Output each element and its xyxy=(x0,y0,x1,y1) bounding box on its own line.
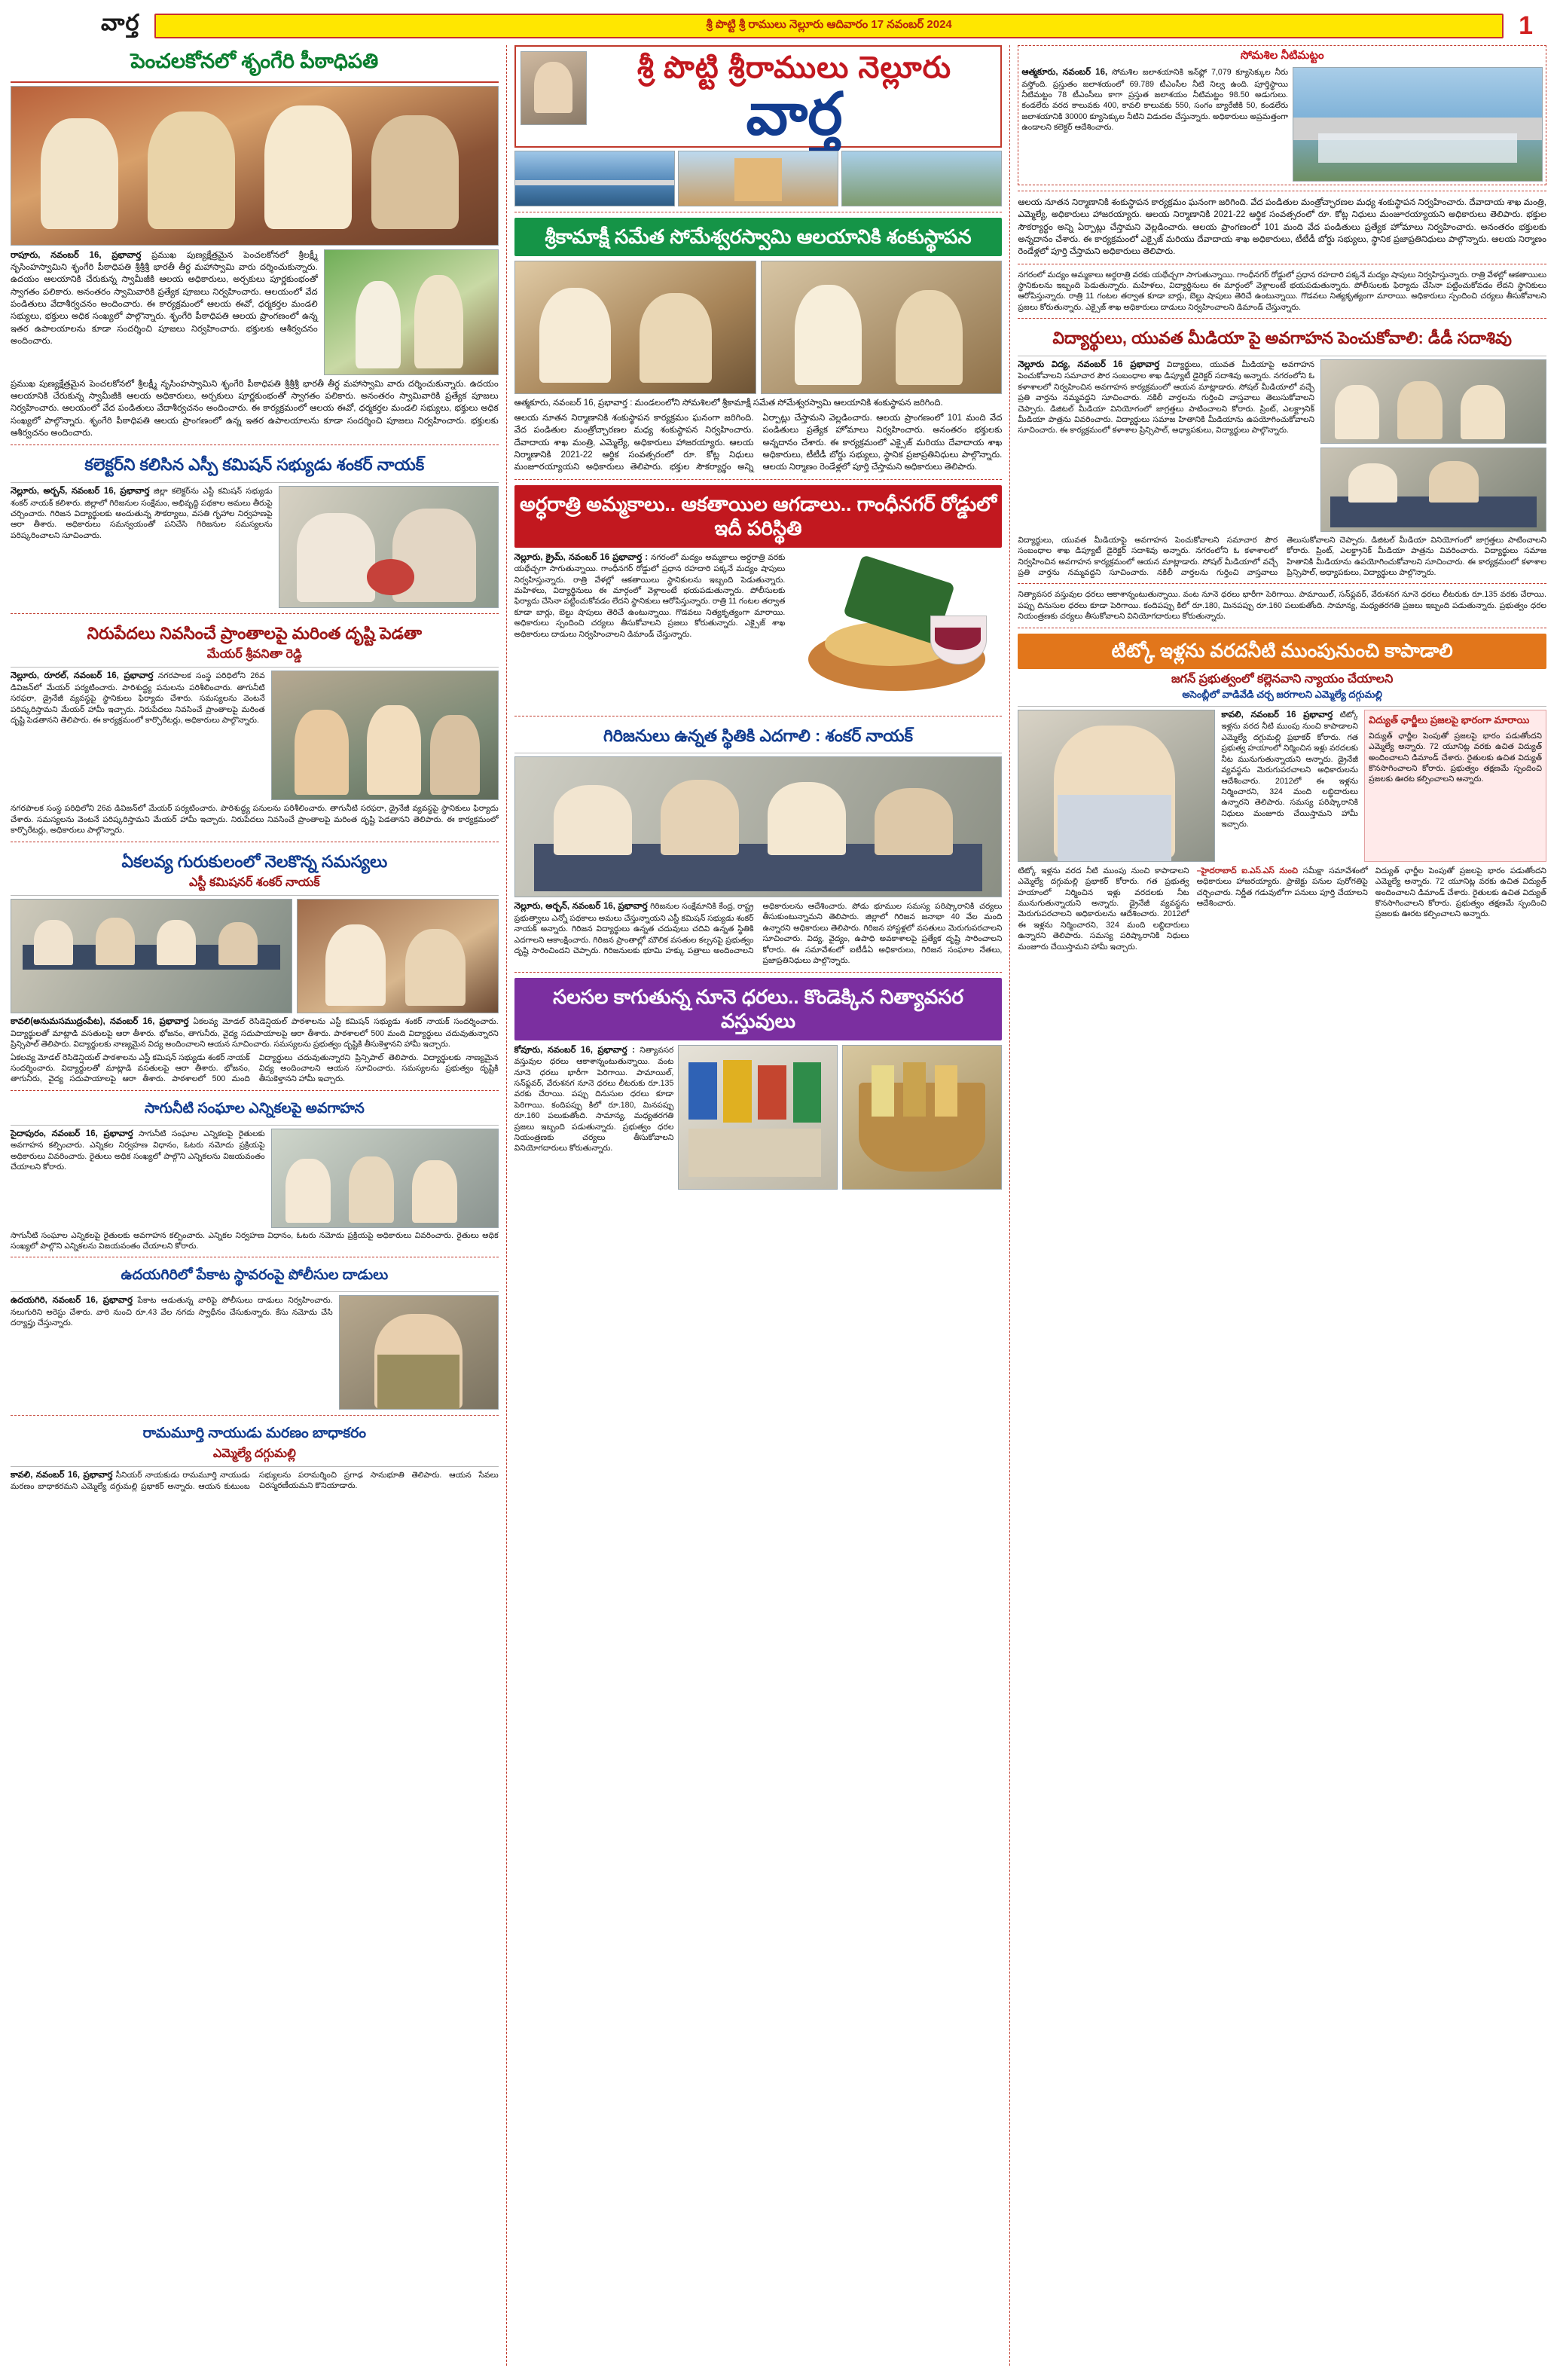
dateline: కావలి, నవంబర్ 16 ప్రభావార్త xyxy=(1221,710,1333,719)
paragraph: టిట్కో ఇళ్లను వరద నీటి ముంపు నుంచి కాపాడాలని ఎమ్మెల్యే దగ్గుమల్లి ప్రభాకర్ కోరారు. గత ప్రభుత్వ హయాంలో నిర్మించిన ఇళ్లు వరదలకు నీట మునుగుతున్నాయని అన్నారు. డ్రైనేజీ వ్యవస్థను మెరుగుపరచాలని అధికారులను ఆదేశించారు. 2012లో ఈ ఇళ్లను నిర్మించారని, 324 మంది లబ్ధిదారులు ఉన్నారని తెలిపారు. సమస్య పరిష్కారానికి నిధులు మంజూరు చేయిస్తామని హామీ ఇచ్చారు. xyxy=(1221,710,1358,829)
top-strip xyxy=(11,11,1546,41)
story-text xyxy=(11,671,265,800)
headline: ఉదయగిరిలో పేకాట స్థావరంపై పోలీసుల దాడులు xyxy=(121,1267,389,1284)
subheadline: ఎమ్మెల్యే దగ్గుమల్లి xyxy=(212,1447,296,1460)
mayor-visit-photo xyxy=(271,671,499,800)
story-text xyxy=(11,1016,499,1049)
middle-column xyxy=(506,45,1003,2366)
story-text xyxy=(1221,710,1358,862)
subheadline: ఎస్టీ కమిషనర్ శంకర్ నాయక్ xyxy=(189,876,320,890)
dateline: కావలి(అనుమసముద్రంపేట), నవంబర్ 16, ప్రభావార్త xyxy=(11,1017,189,1027)
headline: పెంచలకోనలో శృంగేరి పీఠాధిపతి xyxy=(130,50,379,72)
divider xyxy=(11,1291,499,1292)
paragraph: పేకాట ఆడుతున్న వారిపై పోలీసులు దాడులు నిర్వహించారు. నలుగురిని అరెస్టు చేశారు. వారి నుంచి రూ.43 వేల నగదు స్వాధీనం చేసుకున్నారు. కేసు నమోదు చేసి దర్యాప్తు చేస్తున్నారు. xyxy=(11,1296,333,1328)
page-number: 1 xyxy=(1519,11,1533,40)
town-photo xyxy=(841,151,1002,206)
headline: గిరిజనులు ఉన్నత స్థితికి ఎదగాలి : శంకర్ నాయక్ xyxy=(603,726,913,745)
divider-dashed xyxy=(11,613,499,614)
story-text xyxy=(514,1045,674,1190)
note-box-text: విద్యుత్ ఛార్జీల పెంపుతో ప్రజలపై భారం పడుతోందని ఎమ్మెల్యే అన్నారు. 72 యూనిట్ల వరకు ఉచిత విద్యుత్ అందించాలని డిమాండ్ చేశారు. రైతులకు ఉచిత విద్యుత్ కొనసాగించాలని కోరారు. ప్రభుత్వం తక్షణమే స్పందించి ప్రజలకు ఊరట కల్పించాలని అన్నారు. xyxy=(1369,731,1542,784)
dateline: నెల్లూరు, అర్బన్, నవంబర్ 16, ప్రభావార్త xyxy=(11,486,150,496)
story-temple-foundation xyxy=(514,218,1003,473)
puja-ritual-photo xyxy=(514,261,756,394)
headline: రామమూర్తి నాయుడు మరణం బాధాకరం xyxy=(142,1425,367,1442)
paragraph: సాగునీటి సంఘాల ఎన్నికలపై రైతులకు అవగాహన కల్పించారు. ఎన్నికల నిర్వహణ విధానం, ఓటరు నమోదు ప్రక్రియపై అధికారులు వివరించారు. రైతులు అధిక సంఖ్యలో పాల్గొని ఎన్నికలను విజయవంతం చేయాలని కోరారు. xyxy=(11,1129,265,1172)
dateline: కావలి, నవంబర్ 16, ప్రభావార్త xyxy=(11,1470,113,1480)
story-ramamurthy xyxy=(11,1421,499,1492)
divider-dashed xyxy=(1018,318,1546,319)
story-text xyxy=(11,1470,499,1492)
divider xyxy=(11,1466,499,1467)
story-prices xyxy=(514,978,1003,1190)
story-text xyxy=(514,901,1003,966)
students-distribution-photo xyxy=(297,899,499,1013)
story-text-cont: టిట్కో ఇళ్లను వరద నీటి ముంపు నుంచి కాపాడాలని ఎమ్మెల్యే దగ్గుమల్లి ప్రభాకర్ కోరారు. గత ప్రభుత్వ హయాంలో నిర్మించిన ఇళ్లు వరదలకు నీట మునుగుతున్నాయని అన్నారు. డ్రైనేజీ వ్యవస్థను మెరుగుపరచాలని అధికారులను ఆదేశించారు. 2012లో ఈ ఇళ్లను నిర్మించారని, 324 మంది లబ్ధిదారులు ఉన్నారని తెలిపారు. సమస్య పరిష్కారానికి నిధులు మంజూరు చేయిస్తామని హామీ ఇచ్చారు. xyxy=(1018,866,1189,952)
story-police-raid xyxy=(11,1263,499,1410)
priests-homa-photo xyxy=(761,261,1003,394)
story-peneschalakona xyxy=(11,45,499,439)
paragraph: నగరంలో మద్యం అమ్మకాలు అర్ధరాత్రి వరకు యథేచ్ఛగా సాగుతున్నాయి. గాంధీనగర్ రోడ్డులో ప్రధాన రహదారి పక్కనే మద్యం షాపులు నిర్వహిస్తున్నారు. రాత్రి వేళల్లో ఆకతాయిలు స్థానికులను ఇబ్బంది పెడుతున్నారు. మహిళలు, విద్యార్థినులు ఈ మార్గంలో వెళ్లాలంటే భయపడుతున్నారు. పోలీసులకు ఫిర్యాదు చేసినా పట్టించుకోవడం లేదని స్థానికులు ఆరోపిస్తున్నారు. రాత్రి 11 గంటల తర్వాత కూడా బార్లు, బెల్టు షాపులు తెరిచే ఉంటున్నాయి. గొడవలు నిత్యకృత్యంగా మారాయి. అధికారులు స్పందించి చర్యలు తీసుకోవాలని ప్రజలు కోరుతున్నారు. ఎక్సైజ్ శాఖ అధికారులు దాడులు నిర్వహించాలని డిమాండ్ చేస్తున్నారు. xyxy=(514,552,786,639)
story-text-cont: సాగునీటి సంఘాల ఎన్నికలపై రైతులకు అవగాహన కల్పించారు. ఎన్నికల నిర్వహణ విధానం, ఓటరు నమోదు ప్రక్రియపై అధికారులు వివరించారు. రైతులు అధిక సంఖ్యలో పాల్గొని ఎన్నికలను విజయవంతం చేయాలని కోరారు. xyxy=(11,1230,499,1251)
bridge-photo xyxy=(514,151,675,206)
divider-dashed xyxy=(514,972,1003,973)
divider xyxy=(11,482,499,483)
story-media-awareness xyxy=(1018,324,1546,578)
subheadline: జగన్ ప్రభుత్వంలో కల్లెనవాని న్యాయం చేయాలని xyxy=(1171,672,1394,686)
dais-speakers-photo xyxy=(1320,448,1546,532)
story-text xyxy=(11,249,318,375)
paragraph: జిల్లా కలెక్టర్‌ను ఎస్టీ కమిషన్ సభ్యుడు శంకర్ నాయక్ కలిశారు. జిల్లాలో గిరిజనుల సంక్షేమం, అభివృద్ధి పథకాల అమలు తీరుపై చర్చించారు. గిరిజన విద్యార్థులకు అందుతున్న సౌకర్యాలు, వసతి గృహాల నిర్వహణపై ఆరా తీశారు. అధికారులు సమన్వయంతో పనిచేసి గిరిజనుల సమస్యలను పరిష్కరించాలని సూచించారు. xyxy=(11,486,273,540)
story-tidco-houses xyxy=(1018,634,1546,953)
somasila-dam-photo xyxy=(1293,67,1543,182)
dateline: నెల్లూరు, రూరల్, నవంబర్ 16, ప్రభావార్త xyxy=(11,671,154,681)
right-column xyxy=(1009,45,1546,2366)
headline: సలసల కాగుతున్న నూనె ధరలు.. కొండెక్కిన నిత్యావసర వస్తువులు xyxy=(514,978,1003,1040)
paragraph: సమీక్షా సమావేశంలో అధికారులు హాజరయ్యారు. ప్రాజెక్టు పనుల పురోగతిపై చర్చించారు. నిర్ణీత గడువులోగా పనులు పూర్తి చేయాలని ఆదేశించారు. xyxy=(1196,866,1368,909)
brand-wordmark-small: వార్త xyxy=(101,10,140,35)
headline: సాగునీటి సంఘాల ఎన్నికలపై అవగాహన xyxy=(144,1100,365,1117)
paragraph: విద్యార్థులు, యువత మీడియాపై అవగాహన పెంచుకోవాలని సమాచార పౌర సంబంధాల శాఖ డిప్యూటీ డైరెక్టర్ సదాశివు అన్నారు. నగరంలోని ఓ కళాశాలలో నిర్వహించిన అవగాహన కార్యక్రమంలో ఆయన మాట్లాడారు. సోషల్ మీడియాలో వచ్చే ప్రతి వార్తను నమ్మవద్దని సూచించారు. నకిలీ వార్తలను గుర్తించి వాస్తవాలు తెలుసుకోవాలని చెప్పారు. డిజిటల్ మీడియా వినియోగంలో జాగ్రత్తలు పాటించాలని కోరారు. ప్రింట్, ఎలక్ట్రానిక్ మీడియా పాత్రను వివరించారు. విద్యార్థులు సమాజ హితానికి మీడియాను ఉపయోగించుకోవాలని సూచించారు. ఈ కార్యక్రమంలో కళాశాల ప్రిన్సిపాల్, అధ్యాపకులు, విద్యార్థులు పాల్గొన్నారు. xyxy=(1018,359,1314,435)
story-text-cont: నగరపాలక సంస్థ పరిధిలోని 26వ డివిజన్‌లో మేయర్ పర్యటించారు. పారిశుద్ధ్య పనులను పరిశీలించారు. తాగునీటి సరఫరా, డ్రైనేజీ వ్యవస్థపై స్థానికులు ఫిర్యాదు చేశారు. సమస్యలను వెంటనే పరిష్కరిస్తామని మేయర్ హామీ ఇచ్చారు. నిరుపేదలు నివసించే ప్రాంతాలపై మరింత దృష్టి పెడతానని తెలిపారు. ఈ కార్యక్రమంలో కార్పొరేటర్లు, అధికారులు పాల్గొన్నారు. xyxy=(11,804,499,836)
dateline: నెల్లూరు, క్రైమ్, నవంబర్ 16 ప్రభావార్త : xyxy=(514,552,649,562)
paragraph: గిరిజనుల సంక్షేమానికి కేంద్ర, రాష్ట్ర ప్రభుత్వాలు ఎన్నో పథకాలు అమలు చేస్తున్నాయని ఎస్టీ కమిషన్ సభ్యుడు శంకర్ నాయక్ అన్నారు. గిరిజన విద్యార్థులు ఉన్నత చదువులు చదివి ఉన్నత స్థితికి ఎదగాలని ఆకాంక్షించారు. గిరిజన ప్రాంతాల్లో మౌలిక వసతుల కల్పనపై ప్రభుత్వం దృష్టి సారించిందని చెప్పారు. గిరిజనులకు భూమి హక్కు పత్రాలు అందించాలని అధికారులను ఆదేశించారు. పోడు భూముల సమస్య పరిష్కారానికి చర్యలు తీసుకుంటున్నామని తెలిపారు. జిల్లాలో గిరిజన జనాభా 40 వేల మంది ఉన్నారని అధికారులు తెలిపారు. గిరిజన హాస్టళ్లలో వసతులు మెరుగుపరచాలని సూచించారు. విద్య, వైద్యం, ఉపాధి అవకాశాలపై ప్రత్యేక దృష్టి సారించాలని కోరారు. ఈ సమావేశంలో ఐటీడీఏ అధికారులు, గిరిజన సంఘాల నేతలు, ప్రజాప్రతినిధులు పాల్గొన్నారు. xyxy=(514,902,1003,966)
masthead-main xyxy=(593,51,997,147)
paragraph: ప్రముఖ పుణ్యక్షేత్రమైన పెంచలకోనలో శ్రీలక్ష్మీ నృసింహస్వామిని శృంగేరి పీఠాధిపతి శ్రీశ్రీశ్రీ భారతీ తీర్థ మహాస్వామి వారు దర్శించుకున్నారు. ఉదయం ఆలయానికి చేరుకున్న స్వామీజీకి ఆలయ అధికారులు, అర్చకులు పూర్ణకుంభంతో స్వాగతం పలికారు. అనంతరం స్వామివారికి ప్రత్యేక పూజలు నిర్వహించారు. ఆలయంలో వేద పండితులు వేదాశీర్వచనం అందించారు. ఈ కార్యక్రమంలో ఆలయ ఈవో, ధర్మకర్తల మండలి సభ్యులు, భక్తులు అధిక సంఖ్యలో పాల్గొన్నారు. శృంగేరి పీఠాధిపతి ఆలయ ప్రాంగణంలో ఉన్న ఇతర ఉపాలయాలను కూడా సందర్శించి పూజలు నిర్వహించారు. భక్తులకు ఆశీర్వచనం అందించారు. xyxy=(11,250,318,347)
date-band: శ్రీ పొట్టి శ్రీ రాములు నెల్లూరు ఆదివారం 17 నవంబర్ 2024 xyxy=(154,14,1504,38)
divider-dashed xyxy=(11,1090,499,1091)
story-mayor xyxy=(11,619,499,836)
note-box-title: విద్యుత్ ఛార్జీలు ప్రజలపై భారంగా మారాయి xyxy=(1369,713,1530,726)
divider xyxy=(1018,706,1546,707)
dateline: నెల్లూరు, అర్బన్, నవంబర్ 16, ప్రభావార్త xyxy=(514,902,648,912)
story-text xyxy=(11,486,273,608)
inline-note: –హైదరాబాద్ ఐ.ఎస్.ఎస్ నుంచి xyxy=(1196,866,1299,875)
subheadline: మేయర్ శ్రీవనితా రెడ్డి xyxy=(206,648,302,661)
meeting-dais-photo xyxy=(11,899,292,1013)
story-midnight-liquor xyxy=(514,485,1003,710)
masthead-wordmark: వార్త xyxy=(746,81,843,147)
story-collector-meeting xyxy=(11,451,499,608)
headline: టిట్కో ఇళ్లను వరదనీటి ముంపునుంచి కాపాడాలి xyxy=(1018,634,1546,669)
divider-dashed xyxy=(11,1415,499,1416)
story-eklavya xyxy=(11,848,499,1085)
headline: శ్రీకామాక్షీ సమేత సోమేశ్వరస్వామి ఆలయానికి శంకుస్థాపన xyxy=(514,218,1003,256)
divider xyxy=(11,667,499,668)
story-text xyxy=(514,552,786,710)
story-text-cont: ప్రముఖ పుణ్యక్షేత్రమైన పెంచలకోనలో శ్రీలక్ష్మీ నృసింహస్వామిని శృంగేరి పీఠాధిపతి శ్రీశ్రీశ్రీ భారతీ తీర్థ మహాస్వామి వారు దర్శించుకున్నారు. ఉదయం ఆలయానికి చేరుకున్న స్వామీజీకి ఆలయ అధికారులు, అర్చకులు పూర్ణకుంభంతో స్వాగతం పలికారు. అనంతరం స్వామివారికి ప్రత్యేక పూజలు నిర్వహించారు. ఆలయంలో వేద పండితులు వేదాశీర్వచనం అందించారు. ఈ కార్యక్రమంలో ఆలయ ఈవో, ధర్మకర్తల మండలి సభ్యులు, భక్తులు అధిక సంఖ్యలో పాల్గొన్నారు. శృంగేరి పీఠాధిపతి ఆలయ ప్రాంగణంలో ఉన్న ఇతర ఉపాలయాలను కూడా సందర్శించి పూజలు నిర్వహించారు. భక్తులకు ఆశీర్వచనం అందించారు. xyxy=(11,379,499,438)
awareness-meeting-photo xyxy=(271,1129,499,1228)
dateline: కోవూరు, నవంబర్ 16, ప్రభావార్త : xyxy=(514,1045,635,1055)
divider xyxy=(11,81,499,83)
masthead xyxy=(514,45,1003,148)
headline: విద్యార్థులు, యువత మీడియా పై అవగాహన పెంచుకోవాలి: డీడీ సదాశివు xyxy=(1052,328,1512,348)
mla-speaking-photo xyxy=(1018,710,1215,862)
masthead-title: శ్రీ పొట్టి శ్రీరాములు నెల్లూరు xyxy=(637,51,952,84)
paragraph: ఏకలవ్య మోడల్ రెసిడెన్షియల్ పాఠశాలను ఎస్టీ కమిషన్ సభ్యుడు శంకర్ నాయక్ సందర్శించారు. విద్యార్థులతో మాట్లాడి వసతులపై ఆరా తీశారు. భోజనం, తాగునీరు, వైద్య సదుపాయాలపై ఆరా తీశారు. పాఠశాలలో 500 మంది విద్యార్థులు చదువుతున్నారని ప్రిన్సిపాల్ తెలిపారు. విద్యార్థులకు నాణ్యమైన విద్య అందించాలని ఆయన సూచించారు. సమస్యలను ప్రభుత్వం దృష్టికి తీసుకెళ్తానని హామీ ఇచ్చారు. xyxy=(11,1017,499,1049)
masthead-photo-strip xyxy=(514,151,1003,206)
dateline: రాపూరు, నవంబర్ 16, ప్రభావార్త xyxy=(11,250,142,260)
biryani-and-wine-illustration xyxy=(791,552,1002,710)
paragraph: సోమశిల జలాశయానికి ఇన్‌ఫ్లో 7,079 క్యూసెక్కుల నీరు వస్తోంది. ప్రస్తుతం జలాశయంలో 69.789 టీఎంసీల నీటి నిల్వ ఉంది. పూర్తిస్థాయి నీటిమట్టం 78 టీఎంసీలు కాగా ప్రస్తుత జలాశయం నీటిమట్టం 98.50 అడుగులు. కండలేరు వరద కాలువకు 400, కావలి కాలువకు 550, సంగం బ్యారేజీకి 50, కండలేరు జలాశయానికి 30000 క్యూసెక్కుల నీటిని విడుదల చేస్తున్నారు. అధికారులు అప్రమత్తంగా ఉండాలని కలెక్టర్ ఆదేశించారు. xyxy=(1021,68,1288,133)
divider-dashed xyxy=(514,479,1003,480)
story-text-cont: విద్యార్థులు, యువత మీడియాపై అవగాహన పెంచుకోవాలని సమాచార పౌర సంబంధాల శాఖ డిప్యూటీ డైరెక్టర్ సదాశివు అన్నారు. నగరంలోని ఓ కళాశాలలో నిర్వహించిన అవగాహన కార్యక్రమంలో ఆయన మాట్లాడారు. సోషల్ మీడియాలో వచ్చే ప్రతి వార్తను నమ్మవద్దని సూచించారు. నకిలీ వార్తలను గుర్తించి వాస్తవాలు తెలుసుకోవాలని చెప్పారు. డిజిటల్ మీడియా వినియోగంలో జాగ్రత్తలు పాటించాలని కోరారు. ప్రింట్, ఎలక్ట్రానిక్ మీడియా పాత్రను వివరించారు. విద్యార్థులు సమాజ హితానికి మీడియాను ఉపయోగించుకోవాలని సూచించారు. ఈ కార్యక్రమంలో కళాశాల ప్రిన్సిపాల్, అధ్యాపకులు, విద్యార్థులు పాల్గొన్నారు. xyxy=(1018,535,1546,577)
story-water-associations xyxy=(11,1096,499,1252)
collector-meeting-photo xyxy=(279,486,499,608)
story-text-cont-3: విద్యుత్ ఛార్జీల పెంపుతో ప్రజలపై భారం పడుతోందని ఎమ్మెల్యే అన్నారు. 72 యూనిట్ల వరకు ఉచిత విద్యుత్ అందించాలని డిమాండ్ చేశారు. రైతులకు ఉచిత విద్యుత్ కొనసాగించాలని కోరారు. ప్రభుత్వం తక్షణమే స్పందించి ప్రజలకు ఊరట కల్పించాలని అన్నారు. xyxy=(1375,866,1546,919)
dateline: నెల్లూరు విద్య, నవంబర్ 16 ప్రభావార్త xyxy=(1018,359,1160,369)
paragraph: నగరపాలక సంస్థ పరిధిలోని 26వ డివిజన్‌లో మేయర్ పర్యటించారు. పారిశుద్ధ్య పనులను పరిశీలించారు. తాగునీటి సరఫరా, డ్రైనేజీ వ్యవస్థపై స్థానికులు ఫిర్యాదు చేశారు. సమస్యలను వెంటనే పరిష్కరిస్తామని మేయర్ హామీ ఇచ్చారు. నిరుపేదలు నివసించే ప్రాంతాలపై మరింత దృష్టి పెడతానని తెలిపారు. ఈ కార్యక్రమంలో కార్పొరేటర్లు, అధికారులు పాల్గొన్నారు. xyxy=(11,671,265,726)
paragraph: నిత్యావసర వస్తువుల ధరలు ఆకాశాన్నంటుతున్నాయి. వంట నూనె ధరలు భారీగా పెరిగాయి. పామాయిల్, సన్‌ఫ్లవర్, వేరుశనగ నూనె ధరలు లీటరుకు రూ.135 వరకు చేరాయి. పప్పు దినుసుల ధరలు కూడా పెరిగాయి. కందిపప్పు కిలో రూ.180, మినపప్పు రూ.160 పలుకుతోంది. సామాన్య, మధ్యతరగతి ప్రజలు ఇబ్బంది పడుతున్నారు. ప్రభుత్వం ధరల నియంత్రణకు చర్యలు తీసుకోవాలని వినియోగదారులు కోరుతున్నారు. xyxy=(514,1045,674,1153)
peethadhipathi-welcome-photo xyxy=(11,86,499,246)
dateline: ఉదయగిరి, నవంబర్ 16, ప్రభావార్త xyxy=(11,1296,133,1306)
headline: అర్ధరాత్రి అమ్మకాలు.. ఆకతాయిల ఆగడాలు.. గాంధీనగర్ రోడ్డులో ఇదీ పరిస్థితి xyxy=(514,485,1003,548)
press-meet-panel-photo xyxy=(514,756,1003,897)
left-column xyxy=(11,45,499,2366)
temple-story-continuation: ఆలయ నూతన నిర్మాణానికి శంకుస్థాపన కార్యక్రమం ఘనంగా జరిగింది. వేద పండితుల మంత్రోచ్ఛారణల మధ్య శంకుస్థాపన నిర్వహించారు. దేవాదాయ శాఖ మంత్రి, ఎమ్మెల్యే, అధికారులు హాజరయ్యారు. ఆలయ నిర్మాణానికి 2021-22 ఆర్థిక సంవత్సరంలో రూ. కోట్ల నిధులు మంజూరయ్యాయని అధికారులు తెలిపారు. భక్తుల సౌకర్యార్థం అన్ని ఏర్పాట్లు చేస్తామని వెల్లడించారు. ఆలయ ప్రాంగణంలో 101 మంది వేద పండితులు ప్రత్యేక హోమాలు నిర్వహించారు. అనంతరం భక్తులకు అన్నదానం చేశారు. ఈ కార్యక్రమంలో ఎక్సైజ్ మరియు దేవాదాయ శాఖ అధికారులు, టీటీడీ బోర్డు సభ్యులు, స్థానిక ప్రజాప్రతినిధులు పాల్గొన్నారు. ఆలయ నిర్మాణం రెండేళ్లలో పూర్తి చేస్తామని అధికారులు తెలిపారు. xyxy=(1018,198,1546,257)
story-tribal-welfare xyxy=(514,722,1003,967)
dateline: సైదాపురం, నవంబర్ 16, ప్రభావార్త xyxy=(11,1129,133,1138)
story-text-cont: ఏకలవ్య మోడల్ రెసిడెన్షియల్ పాఠశాలను ఎస్టీ కమిషన్ సభ్యుడు శంకర్ నాయక్ సందర్శించారు. విద్యార్థులతో మాట్లాడి వసతులపై ఆరా తీశారు. భోజనం, తాగునీరు, వైద్య సదుపాయాలపై ఆరా తీశారు. పాఠశాలలో 500 మంది విద్యార్థులు చదువుతున్నారని ప్రిన్సిపాల్ తెలిపారు. విద్యార్థులకు నాణ్యమైన విద్య అందించాలని ఆయన సూచించారు. సమస్యలను ప్రభుత్వం దృష్టికి తీసుకెళ్తానని హామీ ఇచ్చారు. xyxy=(11,1053,499,1084)
story-text xyxy=(11,1129,265,1228)
story-text-cont-2 xyxy=(1197,866,1368,952)
divider xyxy=(11,895,499,896)
byline: అసెంబ్లీలో వాడివేడి చర్చ జరగాలని ఎమ్మెల్యే దగ్గుమల్లి xyxy=(1182,688,1382,700)
headline: నిరుపేదలు నివసించే ప్రాంతాలపై మరింత దృష్టి పెడతా xyxy=(87,623,422,643)
seminar-audience-photo xyxy=(1320,359,1546,444)
water-level-text xyxy=(1021,67,1288,182)
potti-sriramulu-portrait xyxy=(521,51,587,125)
columns-container xyxy=(11,45,1546,2366)
divider-dashed xyxy=(1018,583,1546,584)
photo-caption: ఆత్మకూరు, నవంబర్ 16, ప్రభావార్త : మండలంలోని సోమశిలలో శ్రీకామాక్షీ సమేత సోమేశ్వరస్వామి ఆలయానికి శంకుస్థాపన జరిగింది. xyxy=(514,398,943,408)
liquor-story-continuation: నగరంలో మద్యం అమ్మకాలు అర్ధరాత్రి వరకు యథేచ్ఛగా సాగుతున్నాయి. గాంధీనగర్ రోడ్డులో ప్రధాన రహదారి పక్కనే మద్యం షాపులు నిర్వహిస్తున్నారు. రాత్రి వేళల్లో ఆకతాయిలు స్థానికులను ఇబ్బంది పెడుతున్నారు. మహిళలు, విద్యార్థినులు ఈ మార్గంలో వెళ్లాలంటే భయపడుతున్నారు. పోలీసులకు ఫిర్యాదు చేసినా పట్టించుకోవడం లేదని స్థానికులు ఆరోపిస్తున్నారు. రాత్రి 11 గంటల తర్వాత కూడా బార్లు, బెల్టు షాపులు తెరిచే ఉంటున్నాయి. గొడవలు నిత్యకృత్యంగా మారాయి. అధికారులు స్పందించి చర్యలు తీసుకోవాలని ప్రజలు కోరుతున్నారు. ఎక్సైజ్ శాఖ అధికారులు దాడులు నిర్వహించాలని డిమాండ్ చేస్తున్నారు. xyxy=(1018,270,1546,312)
story-text xyxy=(1018,359,1314,532)
headline: కలెక్టర్‌ని కలిసిన ఎస్పీ కమిషన్ సభ్యుడు శంకర్ నాయక్ xyxy=(84,455,425,475)
water-level-title: సోమశిల నీటిమట్టం xyxy=(1240,49,1324,62)
priests-procession-photo xyxy=(324,249,499,375)
headline: ఏకలవ్య గురుకులంలో నెలకొన్న సమస్యలు xyxy=(121,851,388,871)
water-level-box xyxy=(1018,45,1546,185)
prices-story-continuation: నిత్యావసర వస్తువుల ధరలు ఆకాశాన్నంటుతున్నాయి. వంట నూనె ధరలు భారీగా పెరిగాయి. పామాయిల్, సన్‌ఫ్లవర్, వేరుశనగ నూనె ధరలు లీటరుకు రూ.135 వరకు చేరాయి. పప్పు దినుసుల ధరలు కూడా పెరిగాయి. కందిపప్పు కిలో రూ.180, మినపప్పు రూ.160 పలుకుతోంది. సామాన్య, మధ్యతరగతి ప్రజలు ఇబ్బంది పడుతున్నారు. ప్రభుత్వం ధరల నియంత్రణకు చర్యలు తీసుకోవాలని వినియోగదారులు కోరుతున్నారు. xyxy=(1018,590,1546,622)
divider xyxy=(11,1125,499,1126)
note-box xyxy=(1364,710,1546,862)
dateline: ఆత్మకూరు, నవంబర్ 16, xyxy=(1021,68,1108,77)
temple-gopuram-photo xyxy=(678,151,838,206)
oil-packets-basket-photo xyxy=(842,1045,1002,1190)
paragraph: సీనియర్ నాయకుడు రామమూర్తి నాయుడు మరణం బాధాకరమని ఎమ్మెల్యే దగ్గుమల్లి ప్రభాకర్ అన్నారు. ఆయన కుటుంబ సభ్యులను పరామర్శించి ప్రగాఢ సానుభూతి తెలిపారు. ఆయన సేవలు చిరస్మరణీయమని కొనియాడారు. xyxy=(11,1470,499,1492)
police-officer-photo xyxy=(339,1295,499,1410)
story-text xyxy=(11,1295,333,1410)
grocery-shelf-photo xyxy=(678,1045,838,1190)
story-text: ఆలయ నూతన నిర్మాణానికి శంకుస్థాపన కార్యక్రమం ఘనంగా జరిగింది. వేద పండితుల మంత్రోచ్ఛారణల మధ్య శంకుస్థాపన నిర్వహించారు. దేవాదాయ శాఖ మంత్రి, ఎమ్మెల్యే, అధికారులు హాజరయ్యారు. ఆలయ నిర్మాణానికి 2021-22 ఆర్థిక సంవత్సరంలో రూ. కోట్ల నిధులు మంజూరయ్యాయని అధికారులు తెలిపారు. భక్తుల సౌకర్యార్థం అన్ని ఏర్పాట్లు చేస్తామని వెల్లడించారు. ఆలయ ప్రాంగణంలో 101 మంది వేద పండితులు ప్రత్యేక హోమాలు నిర్వహించారు. అనంతరం భక్తులకు అన్నదానం చేశారు. ఈ కార్యక్రమంలో ఎక్సైజ్ మరియు దేవాదాయ శాఖ అధికారులు, టీటీడీ బోర్డు సభ్యులు, స్థానిక ప్రజాప్రతినిధులు పాల్గొన్నారు. ఆలయ నిర్మాణం రెండేళ్లలో పూర్తి చేస్తామని అధికారులు తెలిపారు. xyxy=(514,413,1003,472)
